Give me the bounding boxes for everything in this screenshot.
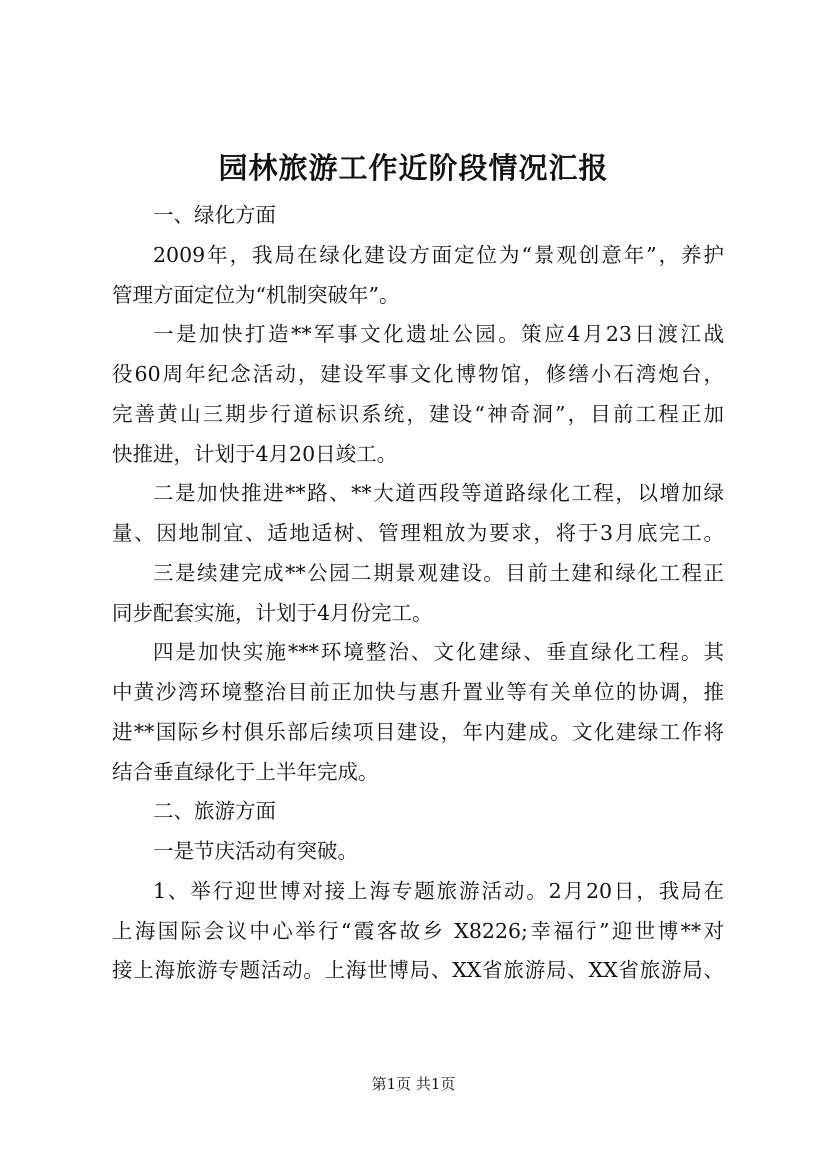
document-body (112, 196, 724, 991)
document-title: 园林旅游工作近阶段情况汇报 (218, 151, 609, 185)
text-line: 结合垂直绿化于上半年完成。 (112, 759, 379, 784)
text-line: 二、旅游方面 (153, 799, 276, 824)
text-line: 进**国际乡村俱乐部后续项目建设，年内建成。文化建绿工作将 (112, 719, 724, 744)
text-line: 接上海旅游专题活动。上海世博局、XX省旅游局、XX省旅游局、 (112, 958, 724, 983)
text-line: 同步配套实施，计划于4月份完工。 (112, 600, 433, 625)
text-line: 1、举行迎世博对接上海专题旅游活动。2月20日，我局在 (153, 878, 724, 903)
text-line: 管理方面定位为“机制突破年”。 (112, 282, 400, 307)
text-line: 2009年，我局在绿化建设方面定位为“景观创意年”，养护 (153, 242, 724, 267)
text-line: 一是节庆活动有突破。 (153, 839, 358, 863)
text-line: 四是加快实施***环境整治、文化建绿、垂直绿化工程。其 (153, 640, 724, 665)
text-line: 上海国际会议中心举行“霞客故乡 X8226;幸福行”迎世博**对 (112, 918, 724, 943)
text-line: 完善黄山三期步行道标识系统，建设“神奇洞”，目前工程正加 (112, 401, 724, 426)
text-line: 二是加快推进**路、**大道西段等道路绿化工程，以增加绿 (153, 481, 724, 506)
text-line: 一是加快打造**军事文化遗址公园。策应4月23日渡江战 (153, 322, 724, 347)
page-footer: 第1页 共1页 (371, 1075, 456, 1093)
text-line: 役60周年纪念活动，建设军事文化博物馆，修缮小石湾炮台， (112, 362, 724, 386)
text-line: 中黄沙湾环境整治目前正加快与惠升置业等有关单位的协调，推 (112, 680, 724, 704)
text-line: 快推进，计划于4月20日竣工。 (112, 441, 398, 466)
text-line: 量、因地制宜、适地适树、管理粗放为要求，将于3月底完工。 (112, 521, 724, 545)
text-line: 三是续建完成**公园二期景观建设。目前土建和绿化工程正 (153, 560, 724, 585)
text-line: 一、绿化方面 (153, 203, 276, 227)
